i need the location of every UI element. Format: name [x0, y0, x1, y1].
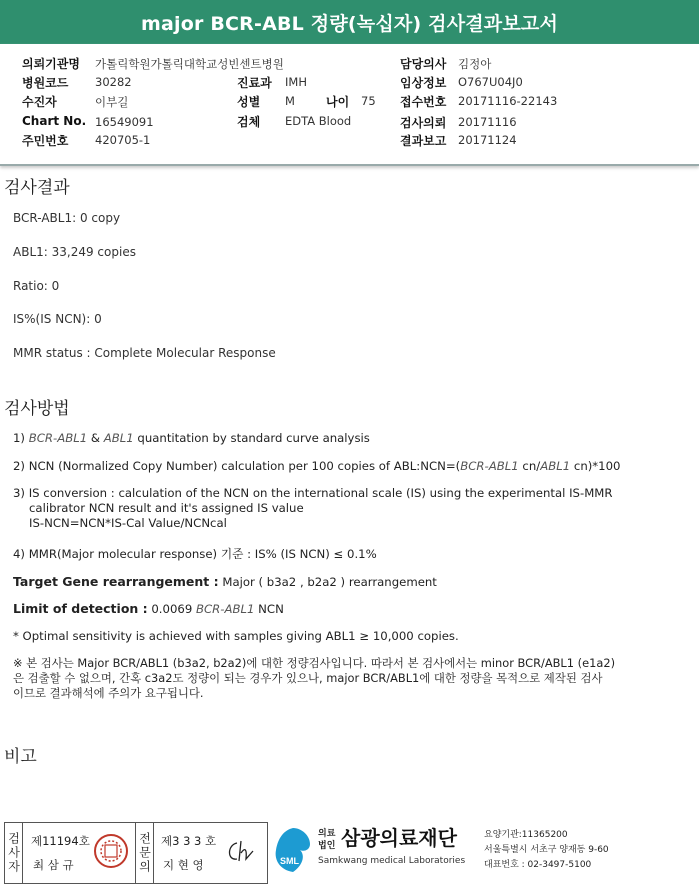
specimen-label: 검체 [237, 115, 261, 129]
gene-abl1: ABL1 [103, 431, 134, 445]
doctor-value: 김정아 [458, 57, 492, 71]
limit-of-detection-line: Limit of detection : 0.0069 BCR-ABL1 NCN [13, 601, 284, 616]
foundation-phone: 대표번호 : 02-3497-5100 [484, 860, 592, 870]
foundation-tag-2: 법인 [318, 841, 336, 851]
sml-logo-icon [272, 826, 314, 874]
report-footer [0, 818, 699, 887]
subject-value: 이부길 [95, 95, 129, 109]
age-value: 75 [361, 94, 376, 108]
gene-bcr-abl1: BCR-ABL1 [28, 431, 88, 445]
method-step-1: 1) BCR-ABL1 & ABL1 quantitation by standard curve analysis [13, 431, 370, 445]
result-is-percent: IS%(IS NCN): 0 [13, 312, 102, 326]
sex-label: 성별 [237, 95, 261, 109]
hospital-code-label: 병원코드 [22, 76, 69, 90]
request-date-value: 20171116 [458, 115, 517, 129]
foundation-name: 삼광의료재단 [341, 826, 457, 850]
tester-label: 검사자 [5, 823, 23, 883]
receipt-label: 접수번호 [400, 95, 447, 109]
foundation-address: 서울특별시 서초구 양재동 9-60 [484, 845, 609, 855]
target-gene-line [13, 574, 437, 590]
target-gene-label: Target Gene rearrangement : [13, 574, 219, 589]
method-heading: 검사방법 [4, 399, 70, 419]
results-heading: 검사결과 [4, 178, 70, 198]
method-step-4: 4) MMR(Major molecular response) 기준 : IS% (IS NCN) ≤ 0.1% [13, 547, 377, 561]
chart-no-value: 16549091 [95, 115, 154, 129]
report-title-bar [0, 0, 699, 44]
rrn-label: 주민번호 [22, 134, 69, 148]
clinical-info-label: 임상정보 [400, 76, 447, 90]
report-title: major BCR-ABL 정량(녹십자) 검사결과보고서 [140, 12, 559, 35]
specialist-label: 전문의 [135, 823, 154, 883]
tester-name: 최 삼 규 [33, 858, 74, 872]
age-label: 나이 [326, 95, 350, 109]
hospital-value: 가톨릭학원가톨릭대학교성빈센트병원 [95, 57, 284, 71]
specimen-value: EDTA Blood [285, 114, 352, 128]
sml-logo-text: SML [280, 856, 299, 866]
target-gene-value: Major ( b3a2 , b2a2 ) rearrangement [218, 575, 437, 589]
lod-label: Limit of detection : [13, 601, 148, 616]
specialist-license-no: 제3 3 3 호 [161, 834, 217, 848]
foundation-tag-1: 의료 [318, 829, 336, 839]
department-label: 진료과 [237, 76, 272, 90]
department-value: IMH [285, 75, 307, 89]
red-seal-stamp [93, 833, 129, 869]
tester-license-no: 제11194호 [31, 834, 90, 848]
institution-code: 요양기관:11365200 [484, 830, 568, 840]
result-abl1: ABL1: 33,249 copies [13, 245, 136, 259]
chart-no-label: Chart No. [22, 114, 87, 128]
report-date-label: 결과보고 [400, 134, 447, 148]
receipt-value: 20171116-22143 [458, 94, 558, 108]
report-date-value: 20171124 [458, 133, 517, 147]
subject-label: 수진자 [22, 95, 57, 109]
disclaimer-note: ※ 본 검사는 Major BCR/ABL1 (b3a2, b2a2)에 대한 정량검사입니다. 따라서 본 검사에서는 minor BCR/ABL1 (e1a2) 은 검출할 수 없으며, 간혹 c3a2도 정량이 되는 경우가 있으나, major BCR/ABL1에 대한 정량을 목적으로 제작된 검사 이므로 결과해석에 주의가 요구됩니다. [13, 656, 616, 700]
result-ratio: Ratio: 0 [13, 279, 60, 293]
sex-value: M [285, 94, 295, 108]
method-step-2: 2) NCN (Normalized Copy Number) calculation per 100 copies of ABL:NCN=(BCR-ABL1 cn/ABL1 cn)*100 [13, 459, 621, 473]
handwritten-signature [223, 837, 259, 867]
clinical-info-value: O767U04J0 [458, 75, 523, 89]
hospital-label: 의뢰기관명 [22, 57, 80, 71]
result-mmr-status: MMR status : Complete Molecular Response [13, 346, 276, 360]
patient-info-panel [0, 44, 699, 166]
hospital-code-value: 30282 [95, 75, 132, 89]
foundation-english-name: Samkwang medical Laboratories [318, 856, 466, 866]
request-date-label: 검사의뢰 [400, 116, 447, 130]
signature-box [4, 822, 268, 884]
sensitivity-note: * Optimal sensitivity is achieved with samples giving ABL1 ≥ 10,000 copies. [13, 629, 459, 643]
rrn-value: 420705-1 [95, 133, 151, 147]
specialist-name: 지 현 영 [163, 858, 204, 872]
doctor-label: 담당의사 [400, 57, 447, 71]
result-bcr-abl1: BCR-ABL1: 0 copy [13, 211, 121, 225]
method-step-3: 3) IS conversion : calculation of the NCN on the international scale (IS) using the experimental IS-MMR calibrator NCN result and it's assigned IS value IS-NCN=NCN*IS-Cal Value/NCNcal [13, 486, 613, 530]
remarks-heading: 비고 [4, 747, 37, 767]
